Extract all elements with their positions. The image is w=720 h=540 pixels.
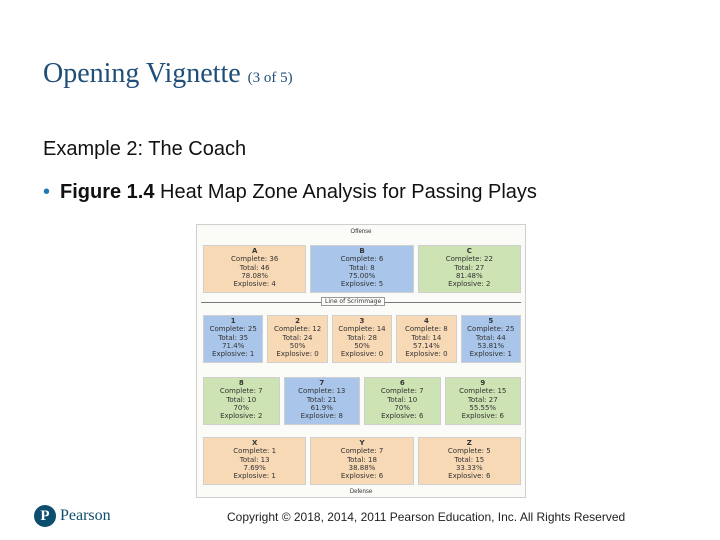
- zone-name: 5: [488, 317, 494, 325]
- offense-label: Offense: [350, 229, 372, 235]
- zone-cell-6: [364, 377, 441, 425]
- zone-pct: 38.88%: [348, 463, 376, 472]
- zone-pct: 71.4%: [222, 341, 245, 350]
- zone-pct: 70%: [394, 403, 411, 412]
- zone-name: C: [466, 247, 472, 255]
- line-of-scrimmage-label: Line of Scrimmage: [321, 297, 385, 306]
- zone-pct: 55.55%: [469, 403, 497, 412]
- zone-explosive: Explosive: 0: [340, 350, 384, 359]
- zone-cell-c: [418, 245, 521, 293]
- copyright-text: Copyright © 2018, 2014, 2011 Pearson Education, Inc. All Rights Reserved: [227, 510, 626, 524]
- zone-name: Z: [466, 439, 472, 447]
- zone-pct: 53.81%: [477, 341, 505, 350]
- zone-complete: Complete: 14: [338, 325, 386, 334]
- zone-pct: 33.33%: [455, 463, 483, 472]
- zone-name: 3: [359, 317, 365, 325]
- bullet-bold: Figure 1.4: [60, 181, 155, 203]
- zone-total: Total: 21: [306, 395, 337, 404]
- zone-explosive: Explosive: 6: [448, 472, 491, 481]
- zone-pct: 70%: [233, 403, 250, 412]
- zone-total: Total: 14: [411, 333, 442, 342]
- zone-complete: Complete: 1: [233, 447, 277, 456]
- zone-pct: 78.08%: [241, 271, 269, 280]
- zone-cell-1: [203, 315, 263, 363]
- zone-cell-y: [310, 437, 413, 485]
- zone-cell-4: [396, 315, 456, 363]
- zone-complete: Complete: 7: [380, 387, 424, 396]
- zone-total: Total: 15: [454, 455, 485, 464]
- zone-name: 8: [238, 379, 244, 387]
- zone-explosive: Explosive: 2: [448, 280, 491, 289]
- zone-cell-3: [332, 315, 392, 363]
- zone-pct: 50%: [354, 341, 370, 350]
- zone-complete: Complete: 25: [209, 325, 257, 334]
- zone-total: Total: 13: [239, 455, 270, 464]
- bullet-item: [43, 181, 537, 204]
- zone-complete: Complete: 12: [273, 325, 322, 334]
- zone-total: Total: 46: [239, 263, 270, 272]
- heat-map-figure: [196, 224, 526, 498]
- zone-name: 2: [295, 317, 301, 325]
- zone-total: Total: 10: [226, 395, 257, 404]
- zone-explosive: Explosive: 1: [212, 350, 255, 359]
- zone-total: Total: 27: [454, 263, 485, 272]
- slide-title-text: Opening Vignette: [43, 58, 241, 89]
- zone-total: Total: 28: [347, 333, 377, 342]
- zone-explosive: Explosive: 6: [340, 472, 384, 481]
- zone-explosive: Explosive: 0: [405, 350, 448, 359]
- zone-name: 6: [399, 379, 405, 387]
- zone-complete: Complete: 7: [219, 387, 263, 396]
- zone-complete: Complete: 36: [231, 255, 279, 264]
- zone-complete: Complete: 22: [445, 255, 493, 264]
- pearson-wordmark: Pearson: [60, 507, 111, 524]
- zone-explosive: Explosive: 6: [381, 412, 424, 421]
- zone-pct: 50%: [289, 341, 306, 350]
- zone-explosive: Explosive: 6: [461, 412, 504, 421]
- slide-title-sub: (3 of 5): [247, 70, 293, 86]
- zone-total: Total: 24: [282, 333, 313, 342]
- zone-explosive: Explosive: 2: [220, 412, 263, 421]
- zone-pct: 57.14%: [413, 341, 440, 350]
- zone-complete: Complete: 7: [340, 447, 384, 456]
- zone-cell-7: [284, 377, 361, 425]
- zone-cell-5: [461, 315, 521, 363]
- zone-complete: Complete: 13: [298, 387, 346, 396]
- zone-name: 1: [230, 317, 236, 325]
- zone-name: B: [359, 247, 365, 255]
- zone-complete: Complete: 25: [467, 325, 515, 334]
- zone-complete: Complete: 8: [404, 325, 448, 334]
- zone-pct: 7.69%: [243, 463, 266, 472]
- zone-explosive: Explosive: 1: [469, 350, 512, 359]
- zone-pct: 61.9%: [310, 403, 333, 412]
- zone-cell-2: [267, 315, 327, 363]
- zone-explosive: Explosive: 8: [300, 412, 343, 421]
- zone-explosive: Explosive: 1: [233, 472, 276, 481]
- zone-name: 7: [319, 379, 325, 387]
- zone-cell-9: [445, 377, 522, 425]
- zone-name: A: [251, 247, 258, 255]
- zone-explosive: Explosive: 5: [340, 280, 384, 289]
- slide-subtitle: Example 2: The Coach: [43, 138, 247, 160]
- zone-total: Total: 27: [467, 395, 498, 404]
- bullet-rest: Heat Map Zone Analysis for Passing Plays: [154, 181, 537, 203]
- pearson-logo: [34, 505, 111, 527]
- zone-cell-x: [203, 437, 306, 485]
- zone-total: Total: 44: [475, 333, 506, 342]
- zone-cell-z: [418, 437, 521, 485]
- zone-pct: 75.00%: [348, 271, 376, 280]
- zone-complete: Complete: 15: [459, 387, 507, 396]
- zone-complete: Complete: 5: [447, 447, 491, 456]
- zone-total: Total: 35: [218, 333, 249, 342]
- pearson-logo-icon: P: [34, 505, 56, 527]
- zone-cell-b: [310, 245, 413, 293]
- zone-total: Total: 10: [387, 395, 418, 404]
- zone-total: Total: 8: [349, 263, 375, 272]
- zone-cell-a: [203, 245, 306, 293]
- zone-name: X: [251, 439, 258, 447]
- bullet-dot-icon: •: [43, 181, 51, 203]
- zone-pct: 81.48%: [455, 271, 483, 280]
- defense-label: Defense: [349, 489, 373, 495]
- zone-name: 4: [423, 317, 429, 325]
- zone-explosive: Explosive: 4: [233, 280, 276, 289]
- zone-name: Y: [359, 439, 365, 447]
- zone-explosive: Explosive: 0: [276, 350, 319, 359]
- slide-title: [43, 58, 293, 90]
- zone-complete: Complete: 6: [340, 255, 384, 264]
- zone-cell-8: [203, 377, 280, 425]
- zone-name: 9: [480, 379, 486, 387]
- zone-total: Total: 18: [347, 455, 377, 464]
